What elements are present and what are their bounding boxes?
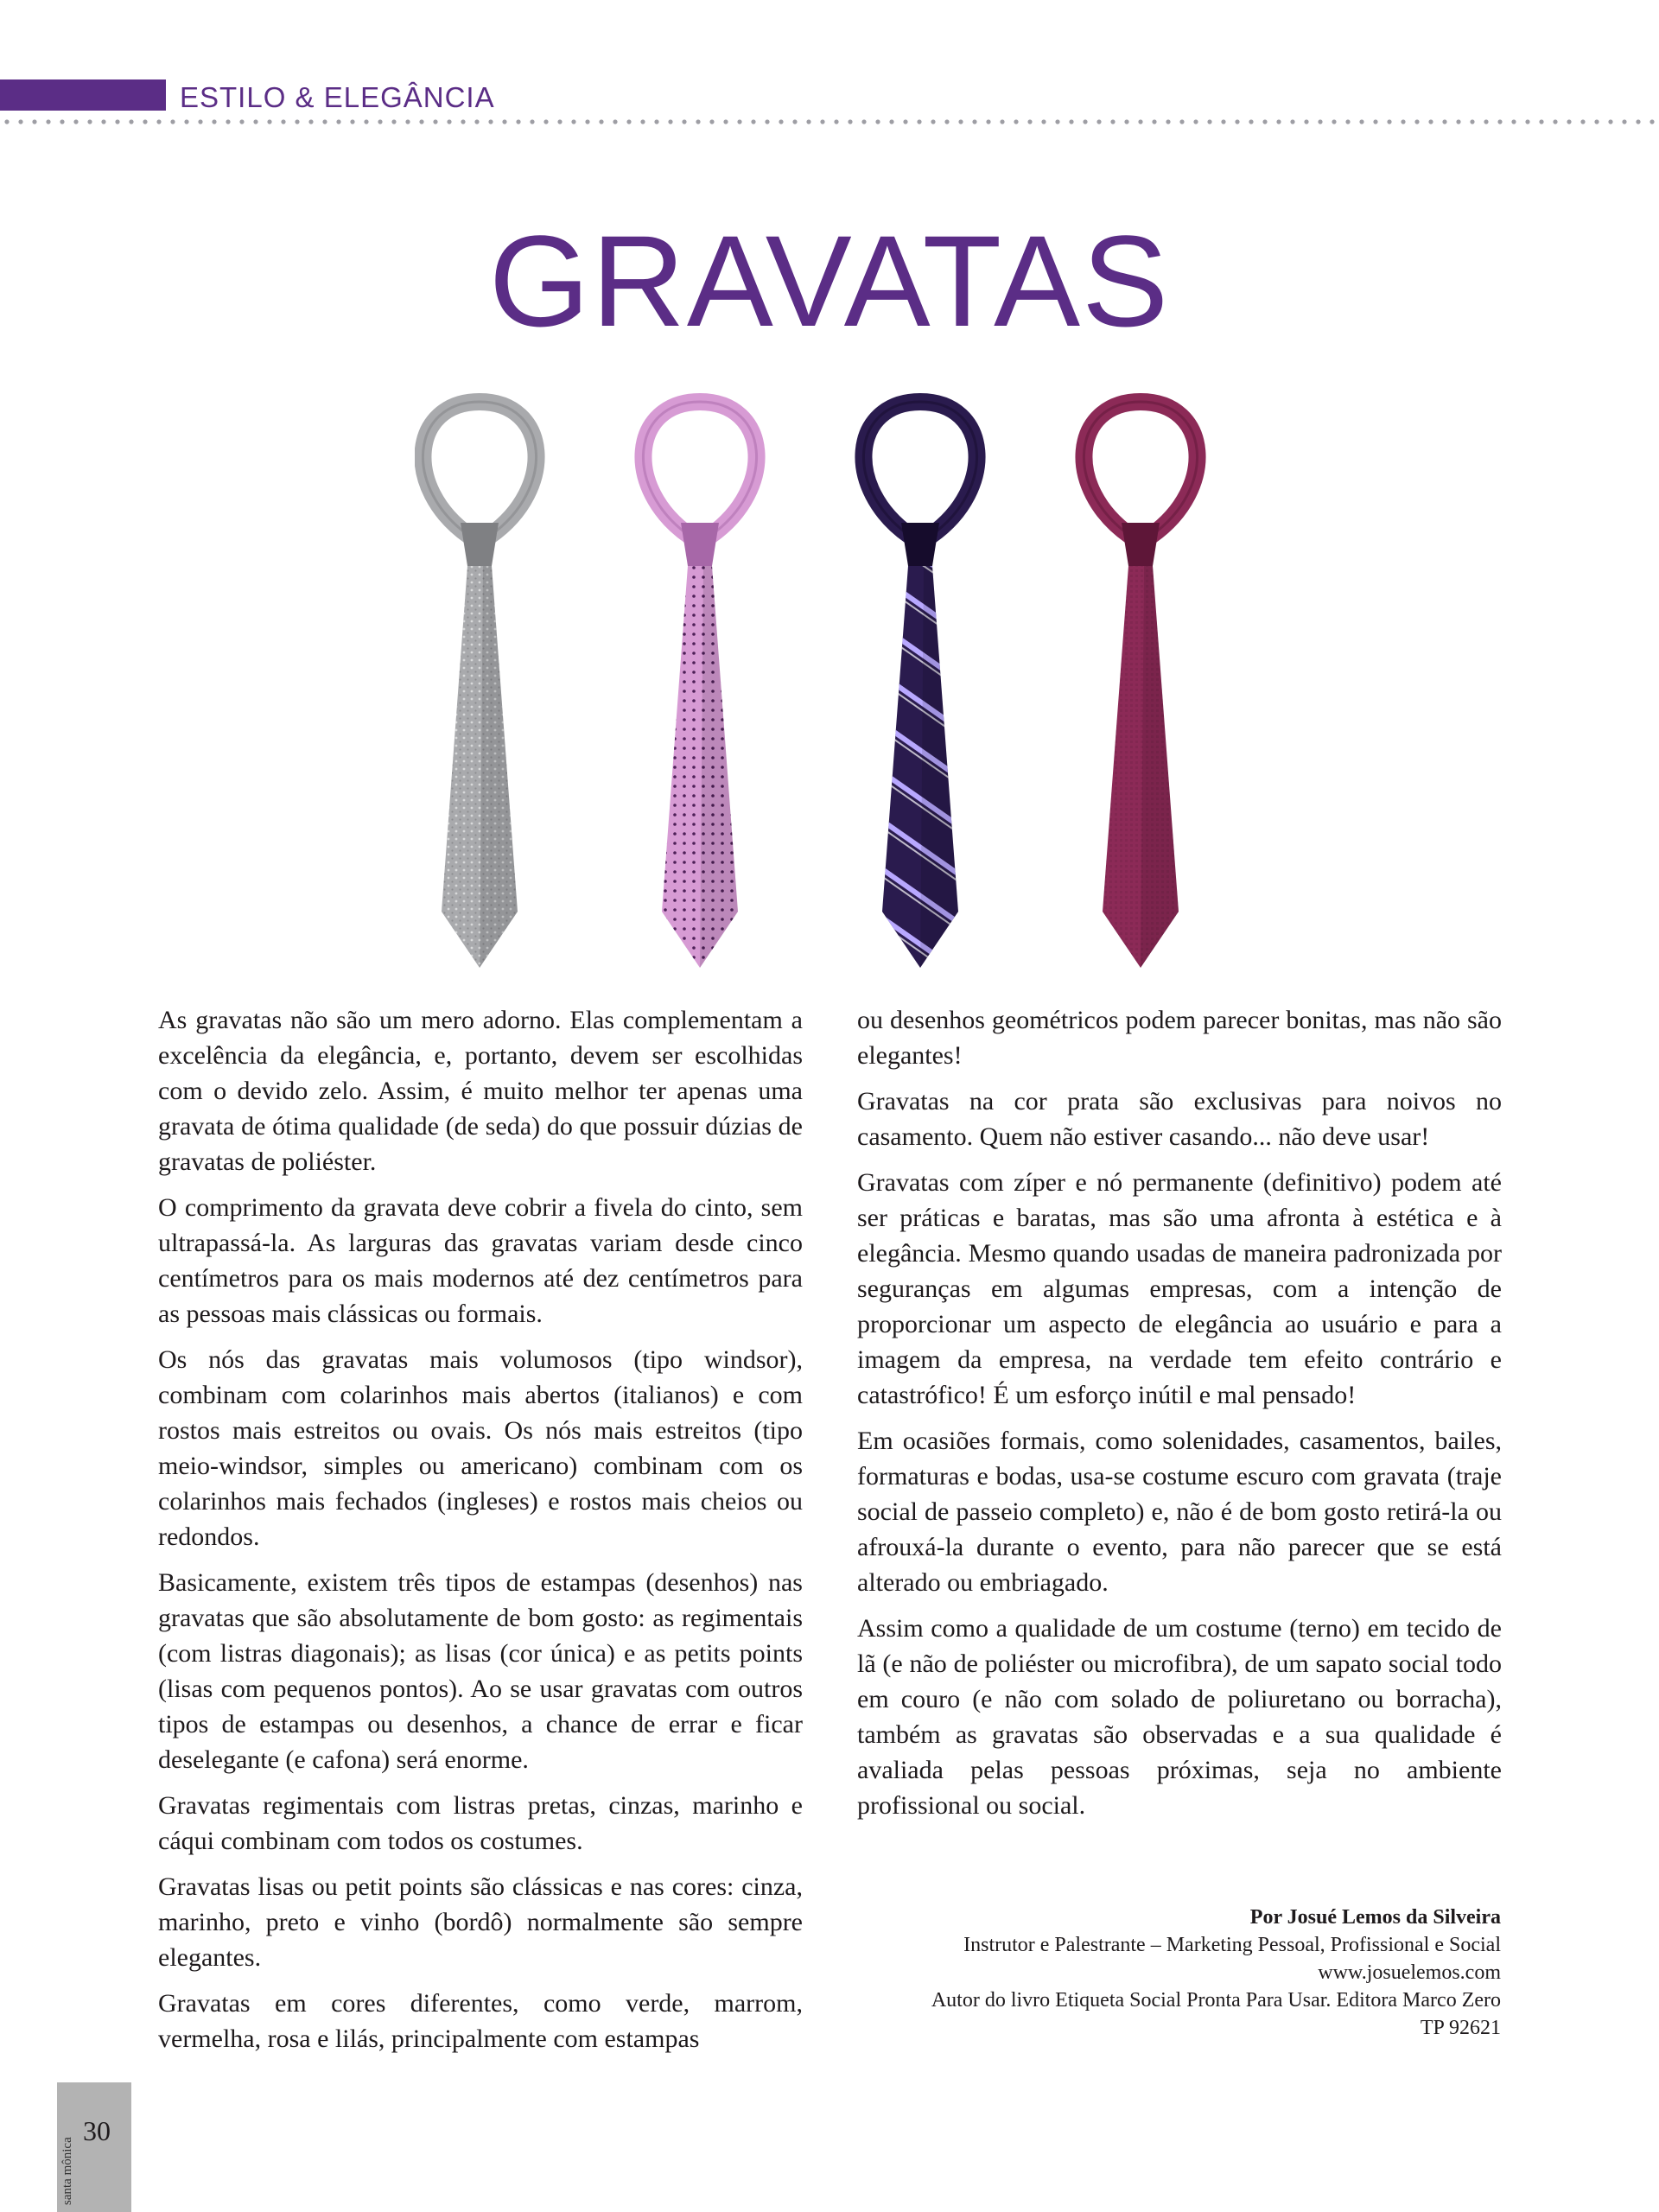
paragraph: O comprimento da gravata deve cobrir a fivela do cinto, sem ultrapassá-la. As larguras das gravatas variam desde cinco centímetros para os mais modernos até dez centímetros para as pessoas mais clássicas ou formais. xyxy=(158,1193,803,1328)
section-title: ESTILO & ELEGÂNCIA xyxy=(180,81,495,113)
tie-vinho xyxy=(1084,402,1197,968)
paragraph: Os nós das gravatas mais volumosos (tipo windsor), combinam com colarinhos mais abertos (italianos) e com rostos mais estreitos ou ovais. Os nós mais estreitos (tipo meio-windsor, simples ou americano) combinam com os colarinhos mais fechados (ingleses) e rostos mais cheios ou redondos. xyxy=(158,1345,803,1551)
paragraph: Basicamente, existem três tipos de estampas (desenhos) nas gravatas que são absolutamente de bom gosto: as regimentais (com listras diagonais); as lisas (cor única) e as petits points (lisas com pequenos pontos). Ao se usar gravatas com outros tipos de estampas ou desenhos, a chance de errar e ficar deselegante (e cafona) será enorme. xyxy=(158,1568,803,1774)
author-website: www.josuelemos.com xyxy=(1318,1961,1501,1984)
tie-marinho xyxy=(863,402,976,968)
paragraph: Gravatas lisas ou petit points são clássicas e nas cores: cinza, marinho, preto e vinho (bordô) normalmente são sempre elegantes. xyxy=(158,1872,803,1972)
page-title: GRAVATAS xyxy=(488,208,1171,353)
paragraph: Gravatas regimentais com listras pretas, cinzas, marinho e cáqui combinam com todos os costumes. xyxy=(158,1791,803,1855)
ties-photo xyxy=(415,393,1227,981)
tie-prata xyxy=(423,402,536,968)
right-column xyxy=(857,1002,1502,1834)
author-code: TP 92621 xyxy=(1420,2017,1501,2039)
paragraph: Gravatas com zíper e nó permanente (definitivo) podem até ser práticas e baratas, mas são uma afronta à estética e à elegância. Mesmo quando usadas de maneira padronizada por seguranças em algumas empresas, com a intenção de proporcionar um aspecto de elegância ao usuário e para a imagem da empresa, na verdade tem efeito contrário e catastrófico! É um esforço inútil e mal pensado! xyxy=(857,1168,1502,1409)
paragraph: As gravatas não são um mero adorno. Elas complementam a excelência da elegância, e, portanto, devem ser escolhidas com o devido zelo. Assim, é muito melhor ter apenas uma gravata de ótima qualidade (de seda) do que possuir dúzias de gravatas de poliéster. xyxy=(158,1006,803,1176)
dotted-divider xyxy=(0,119,1659,124)
paragraph: Assim como a qualidade de um costume (terno) em tecido de lã (e não de poliéster ou microfibra), de um sapato social todo em couro (e não com solado de poliuretano ou borracha), também as gravatas são observadas e a sua qualidade é avaliada pelas pessoas próximas, seja no ambiente profissional ou social. xyxy=(857,1614,1502,1820)
left-column xyxy=(158,1002,803,2067)
page-number: 30 xyxy=(83,2115,111,2146)
paragraph: ou desenhos geométricos podem parecer bonitas, mas não são elegantes! xyxy=(857,1006,1502,1070)
magazine-name: santa mônica xyxy=(60,2137,74,2205)
author-name: Por Josué Lemos da Silveira xyxy=(1249,1906,1501,1929)
author-byline xyxy=(857,1904,1501,2042)
paragraph: Em ocasiões formais, como solenidades, casamentos, bailes, formaturas e bodas, usa-se costume escuro com gravata (traje social de passeio completo) e, não é de bom gosto retirá-la ou afrouxá-la durante o evento, para não parecer que se está alterado ou embriagado. xyxy=(857,1427,1502,1597)
section-color-bar xyxy=(0,79,166,111)
paragraph: Gravatas na cor prata são exclusivas para noivos no casamento. Quem não estiver casando... não deve usar! xyxy=(857,1087,1502,1151)
paragraph: Gravatas em cores diferentes, como verde, marrom, vermelha, rosa e lilás, principalmente com estampas xyxy=(158,1989,803,2053)
author-role: Instrutor e Palestrante – Marketing Pessoal, Profissional e Social xyxy=(963,1934,1501,1956)
tie-rosa xyxy=(643,402,756,968)
author-book: Autor do livro Etiqueta Social Pronta Para Usar. Editora Marco Zero xyxy=(931,1989,1501,2012)
